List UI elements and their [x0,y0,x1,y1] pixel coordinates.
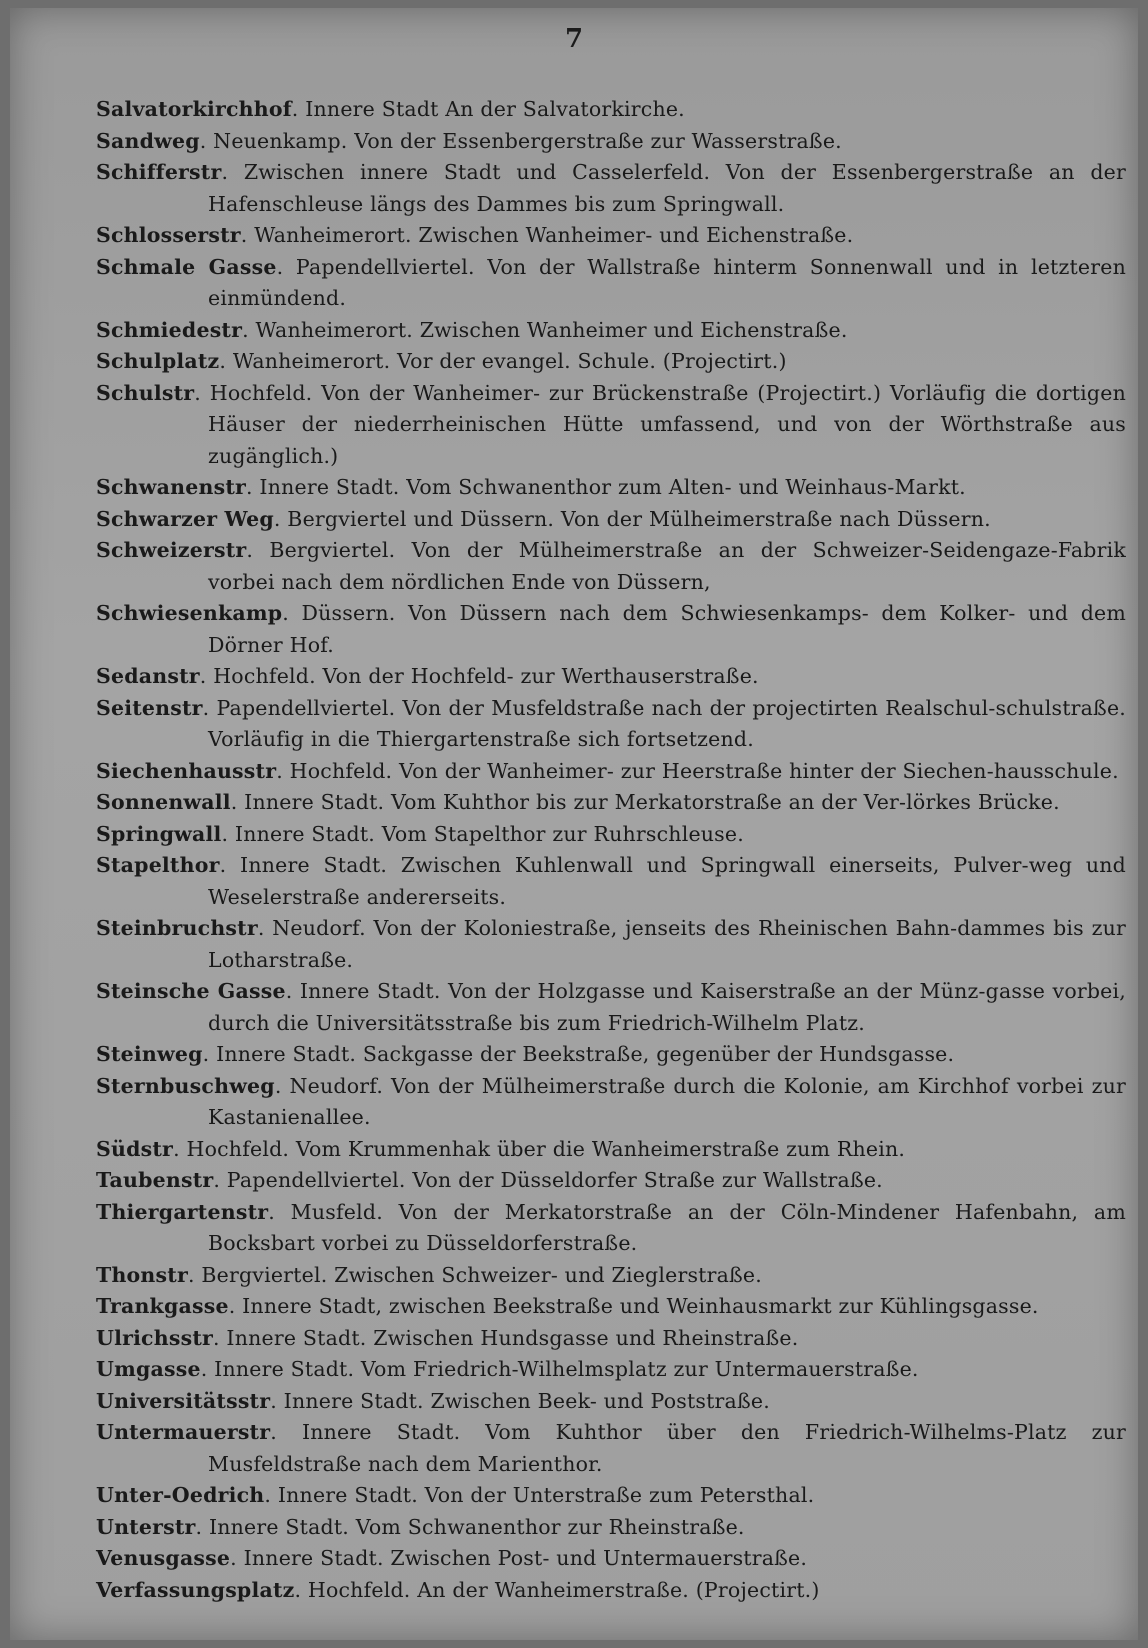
entry-street-name: Sedanstr [96,664,200,688]
entry-description: . Düssern. Von Düssern nach dem Schwiesenkamps- dem Kolker- und dem Dörner Hof. [208,601,1126,657]
entry-street-name: Unterstr [96,1514,196,1539]
book-page [10,8,1138,1640]
entry-street-name: Schmale Gasse [96,254,277,279]
entry-description: . Innere Stadt. Vom Stapelthor zur Ruhrschleuse. [221,821,744,846]
entry-description: . Neudorf. Von der Mülheimerstraße durch die Kolonie, am Kirchhof vorbei zur Kastanienallee. [208,1073,1126,1129]
entry-street-name: Schulplatz [96,349,220,373]
directory-entry [96,157,1126,220]
entry-street-name: Venusgasse [96,1546,231,1570]
entry-street-name: Springwall [96,821,222,846]
entry-description: . Musfeld. Von der Merkatorstraße an der Cöln-Mindener Hafenbahn, am Bocksbart vorbei zu Düsseldorferstraße. [208,1199,1126,1255]
entry-street-name: Schmiedestr [96,317,243,342]
entry-street-name: Steinbruchstr [96,916,258,940]
entry-description: . Bergviertel. Zwischen Schweizer- und Zieglerstraße. [187,1262,762,1287]
entry-street-name: Schwanenstr [96,475,246,499]
directory-entry [96,504,1126,536]
directory-entry [96,1386,1126,1418]
entry-description: . Innere Stadt. Zwischen Kuhlenwall und Springwall einerseits, Pulver-weg und Weselerstraße andererseits. [208,853,1126,909]
directory-entry [96,1543,1126,1575]
entry-description: . Neudorf. Von der Koloniestraße, jenseits des Rheinischen Bahn-dammes bis zur Lotharstraße. [208,916,1126,972]
directory-entry [96,1323,1126,1355]
directory-entry [96,850,1126,913]
entry-street-name: Siechenhausstr [96,758,277,783]
entry-street-name: Untermauerstr [96,1420,271,1444]
entry-street-name: Steinweg [96,1042,203,1066]
directory-entry [96,661,1126,693]
entry-description: . Innere Stadt An der Salvatorkirche. [291,97,685,121]
entry-description: . Bergviertel. Von der Mülheimerstraße an der Schweizer-Seidengaze-Fabrik vorbei nach dem nördlichen Ende von Düssern, [208,538,1126,594]
directory-entry [96,1039,1126,1071]
directory-entry [96,1165,1126,1197]
entry-street-name: Trankgasse [96,1294,229,1318]
entry-street-name: Seitenstr [96,695,203,720]
directory-entry [96,220,1126,252]
entry-street-name: Universitätsstr [96,1388,271,1413]
directory-entry [96,1071,1126,1134]
entry-street-name: Schulstr [96,380,195,405]
entry-description: . Innere Stadt. Zwischen Beek- und Poststraße. [270,1388,770,1413]
directory-entry [96,1575,1126,1607]
directory-entry [96,1480,1126,1512]
entry-street-name: Ulrichsstr [96,1325,213,1350]
page-number: 7 [564,24,584,54]
entry-description: . Hochfeld. An der Wanheimerstraße. (Projectirt.) [294,1577,820,1602]
entry-street-name: Salvatorkirchhof [96,97,292,121]
entry-description: . Hochfeld. Vom Krummenhak über die Wanheimerstraße zum Rhein. [173,1136,906,1161]
directory-entry [96,94,1126,126]
entry-description: . Innere Stadt. Von der Holzgasse und Kaiserstraße an der Münz-gasse vorbei, durch die Universitätsstraße bis zum Friedrich-Wilhelm Platz. [208,979,1126,1035]
entry-description: . Innere Stadt. Vom Schwanenthor zur Rheinstraße. [195,1514,745,1539]
entry-description: . Wanheimerort. Zwischen Wanheimer- und Eichenstraße. [240,223,854,247]
directory-entry [96,1512,1126,1544]
entry-street-name: Schifferstr [96,160,222,184]
directory-entry [96,787,1126,819]
directory-entry [96,535,1126,598]
directory-entry [96,598,1126,661]
entry-description: . Innere Stadt. Sackgasse der Beekstraße, gegenüber der Hundsgasse. [202,1042,955,1066]
directory-entry [96,1260,1126,1292]
entry-street-name: Südstr [96,1136,174,1161]
entry-description: . Neuenkamp. Von der Essenbergerstraße zur Wasserstraße. [199,128,842,153]
entry-street-name: Umgasse [96,1357,201,1381]
entry-street-name: Schweizerstr [96,538,247,562]
directory-entry [96,126,1126,158]
entry-description: . Innere Stadt. Vom Kuhthor bis zur Merkatorstraße an der Ver-lörkes Brücke. [230,790,1060,814]
entry-description: . Wanheimerort. Vor der evangel. Schule. (Projectirt.) [219,349,787,373]
directory-entry [96,1417,1126,1480]
directory-entry [96,1134,1126,1166]
entry-description: . Innere Stadt. Zwischen Post- und Untermauerstraße. [230,1546,808,1570]
entry-description: . Innere Stadt. Vom Friedrich-Wilhelmsplatz zur Untermauerstraße. [200,1357,919,1381]
entry-description: . Hochfeld. Von der Wanheimer- zur Brückenstraße (Projectirt.) Vorläufig die dortigen Häuser der niederrheinischen Hütte umfassend, und von der Wörthstraße aus zugänglich.) [194,380,1126,468]
entry-street-name: Steinsche Gasse [96,979,286,1003]
directory-entry [96,819,1126,851]
entry-description: . Wanheimerort. Zwischen Wanheimer und Eichenstraße. [242,317,848,342]
directory-entry [96,252,1126,315]
entry-description: . Innere Stadt. Von der Unterstraße zum Petersthal. [264,1483,815,1507]
entry-street-name: Thiergartenstr [96,1199,269,1224]
directory-entry [96,1291,1126,1323]
entry-street-name: Sternbuschweg [96,1073,275,1098]
entry-street-name: Thonstr [96,1262,188,1287]
directory-entry [96,346,1126,378]
street-directory-list [96,94,1126,1606]
entry-street-name: Schwarzer Weg [96,506,274,531]
directory-entry [96,693,1126,756]
entry-description: . Innere Stadt, zwischen Beekstraße und Weinhausmarkt zur Kühlingsgasse. [228,1294,1039,1318]
directory-entry [96,976,1126,1039]
entry-street-name: Sandweg [96,128,200,153]
entry-street-name: Taubenstr [96,1168,214,1192]
directory-entry [96,1197,1126,1260]
entry-description: . Innere Stadt. Zwischen Hundsgasse und Rheinstraße. [213,1325,799,1350]
entry-street-name: Verfassungsplatz [96,1577,295,1602]
entry-description: . Papendellviertel. Von der Wallstraße hinterm Sonnenwall und in letzteren einmündend. [208,254,1126,310]
entry-description: . Papendellviertel. Von der Musfeldstraße nach der projectirten Realschul-schulstraße. Vorläufig in die Thiergartenstraße sich fortsetzend. [202,695,1126,751]
entry-street-name: Schlosserstr [96,223,241,247]
directory-entry [96,315,1126,347]
entry-description: . Papendellviertel. Von der Düsseldorfer Straße zur Wallstraße. [213,1168,883,1192]
directory-entry [96,756,1126,788]
entry-description: . Zwischen innere Stadt und Casselerfeld. Von der Essenbergerstraße an der Hafenschleuse längs des Dammes bis zum Springwall. [208,160,1126,216]
directory-entry [96,472,1126,504]
entry-description: . Bergviertel und Düssern. Von der Mülheimerstraße nach Düssern. [273,506,991,531]
entry-street-name: Sonnenwall [96,790,231,814]
entry-street-name: Schwiesenkamp [96,601,283,625]
directory-entry [96,1354,1126,1386]
directory-entry [96,378,1126,473]
directory-entry [96,913,1126,976]
entry-street-name: Stapelthor [96,853,220,877]
entry-description: . Innere Stadt. Vom Kuhthor über den Friedrich-Wilhelms-Platz zur Musfeldstraße nach dem Marienthor. [208,1420,1126,1476]
entry-description: . Hochfeld. Von der Wanheimer- zur Heerstraße hinter der Siechen-hausschule. [276,758,1119,783]
entry-description: . Hochfeld. Von der Hochfeld- zur Werthauserstraße. [199,664,759,688]
entry-street-name: Unter-Oedrich [96,1483,265,1507]
entry-description: . Innere Stadt. Vom Schwanenthor zum Alten- und Weinhaus-Markt. [245,475,966,499]
